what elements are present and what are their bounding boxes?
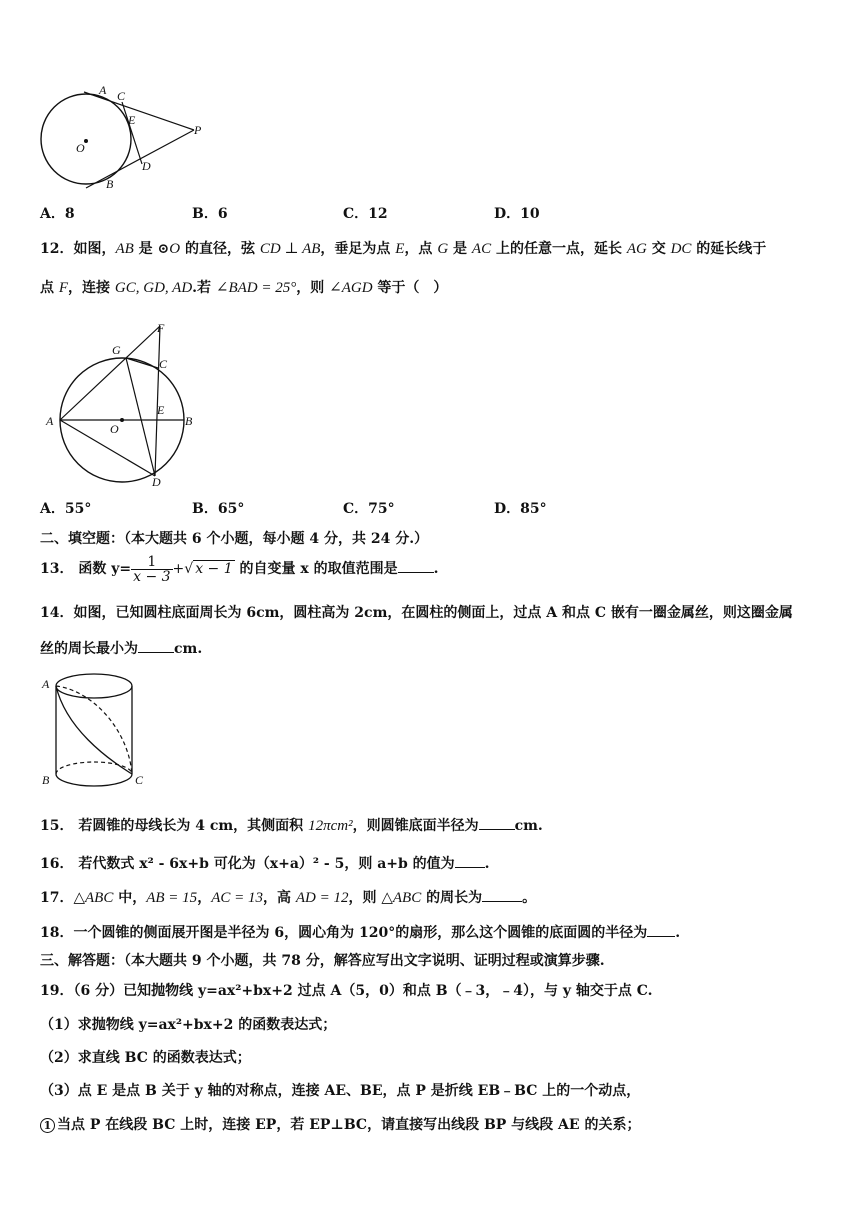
- wire-front: [56, 686, 132, 774]
- q11-option-a[interactable]: A．8: [40, 206, 75, 222]
- q12-option-d[interactable]: D．85°: [494, 501, 547, 517]
- section2-heading: 二、填空题：（本大题共 6 个小题，每小题 4 分，共 24 分.）: [40, 531, 429, 547]
- circled-number-1: 1: [40, 1118, 55, 1133]
- q12-figure: [42, 316, 202, 488]
- label-c: C: [117, 89, 126, 103]
- q19-line1: 19．（6 分）已知抛物线 y=ax²+bx+2 过点 A（5，0）和点 B（﹣3，﹣4），与 y 轴交于点 C.: [40, 983, 653, 999]
- q11-option-b[interactable]: B．6: [192, 206, 228, 222]
- q13-answer-blank[interactable]: [398, 558, 434, 573]
- q16-answer-blank[interactable]: [455, 853, 485, 868]
- label-d: D: [142, 159, 151, 173]
- q14-line2: 丝的周长最小为 cm.: [40, 638, 202, 658]
- q13-sqrt: √ x − 1: [184, 561, 233, 577]
- label-a: A: [99, 84, 107, 97]
- q12-option-b[interactable]: B．65°: [192, 501, 245, 517]
- q19-line3: （2）求直线 BC 的函数表达式；: [40, 1050, 251, 1066]
- label-c: C: [135, 773, 144, 787]
- label-d: D: [152, 475, 161, 488]
- tangent-pa: [84, 92, 194, 130]
- q19-line2: （1）求抛物线 y=ax²+bx+2 的函数表达式；: [40, 1017, 337, 1033]
- q19-line4: （3）点 E 是点 B 关于 y 轴的对称点，连接 AE、BE，点 P 是折线 EB﹣BC 上的一个动点，: [40, 1083, 641, 1099]
- label-c: C: [159, 357, 168, 371]
- label-f: F: [157, 321, 165, 335]
- cylinder-bottom-back: [56, 762, 132, 774]
- q15-line: 15． 若圆锥的母线长为 4 cm，其侧面积 12πcm²，则圆锥底面半径为 cm.: [40, 815, 543, 835]
- q12-option-a[interactable]: A．55°: [40, 501, 92, 517]
- q13-line: 13． 函数 y= $\frac{1}{x - 3}$ +√ x − 1 的自变量 x 的取值范围是 .: [40, 553, 439, 585]
- q18-line: 18．一个圆锥的侧面展开图是半径为 6，圆心角为 120°的扇形，那么这个圆锥的底面圆的半径为 .: [40, 922, 680, 942]
- q19-line5: 1 当点 P 在线段 BC 上时，连接 EP，若 EP⊥BC，请直接写出线段 BP 与线段 AE 的关系；: [40, 1116, 640, 1134]
- q16-line: 16． 若代数式 x² - 6x+b 可化为（x+a）² - 5，则 a+b 的值为 .: [40, 853, 490, 873]
- label-b: B: [185, 414, 193, 428]
- section3-heading: 三、解答题：（本大题共 9 个小题，共 78 分，解答应写出文字说明、证明过程或演算步骤.: [40, 953, 605, 969]
- q14-figure: [36, 668, 156, 792]
- q11-option-d[interactable]: D．10: [494, 206, 540, 222]
- q12-line2: 点 F，连接 GC, GD, AD.若 ∠BAD = 25°，则 ∠AGD 等于（ ）: [40, 280, 448, 296]
- label-b: B: [42, 773, 50, 787]
- wire-back: [56, 686, 132, 774]
- q18-answer-blank[interactable]: [647, 922, 675, 937]
- label-p: P: [194, 123, 202, 137]
- line-af: [60, 326, 160, 420]
- chord-ad: [60, 420, 155, 476]
- label-o: O: [76, 141, 85, 155]
- line-fd: [155, 326, 160, 476]
- label-o: O: [110, 422, 119, 436]
- label-g: G: [112, 343, 121, 357]
- line-gd: [126, 358, 155, 476]
- q14-answer-blank[interactable]: [138, 638, 174, 653]
- label-a: A: [46, 414, 54, 428]
- cylinder-bottom-front: [56, 774, 132, 786]
- q11-option-c[interactable]: C．12: [343, 206, 388, 222]
- label-a: A: [42, 677, 50, 691]
- q17-line: 17．△ABC 中，AB = 15，AC = 13，高 AD = 12，则 △ABC 的周长为 。: [40, 887, 536, 907]
- q17-answer-blank[interactable]: [482, 887, 522, 902]
- q11-figure: [36, 84, 216, 194]
- cylinder-top: [56, 674, 132, 698]
- label-e: E: [157, 403, 165, 417]
- label-b: B: [106, 177, 114, 191]
- q13-fraction: $\frac{1}{x - 3}$: [133, 553, 171, 585]
- q12-line1: 12．如图，AB 是 ⊙O 的直径，弦 CD ⊥ AB，垂足为点 E，点 G 是 AC 上的任意一点，延长 AG 交 DC 的延长线于: [40, 241, 767, 257]
- q15-answer-blank[interactable]: [479, 815, 515, 830]
- label-e: E: [128, 113, 136, 127]
- q14-line1: 14．如图，已知圆柱底面周长为 6cm，圆柱高为 2cm，在圆柱的侧面上，过点 A 和点 C 嵌有一圈金属丝，则这圈金属: [40, 605, 793, 621]
- line-gc: [126, 358, 158, 368]
- q12-option-c[interactable]: C．75°: [343, 501, 395, 517]
